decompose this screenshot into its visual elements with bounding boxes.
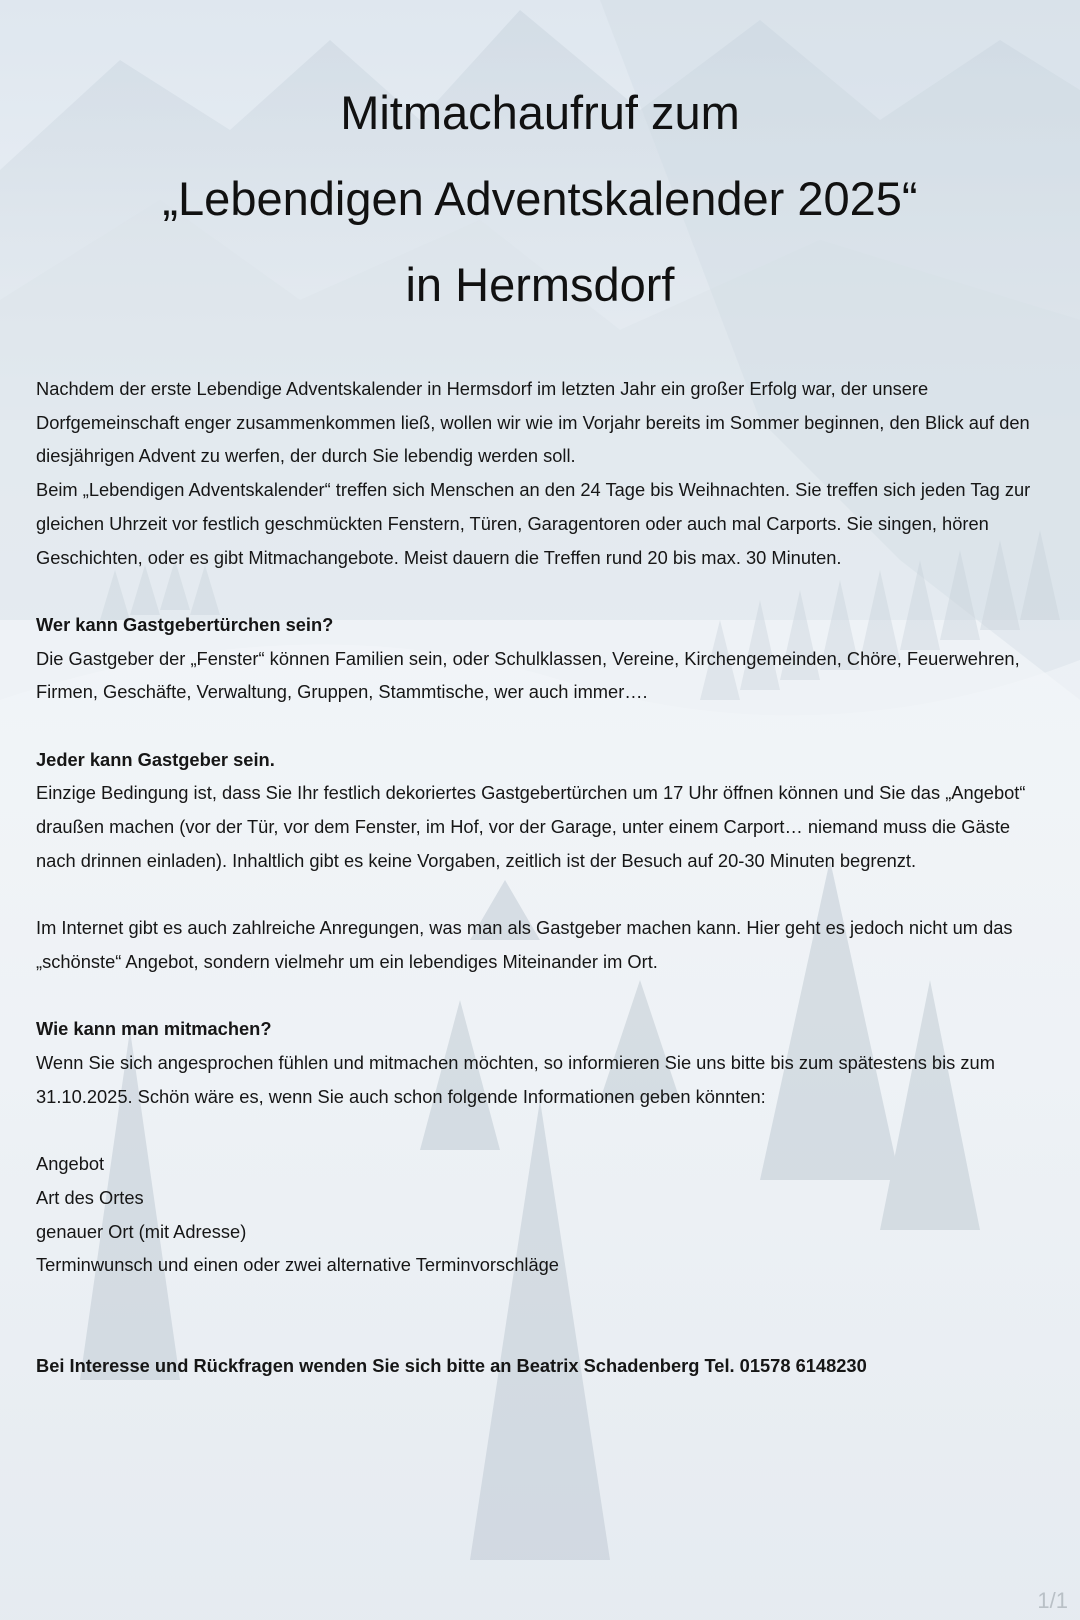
title-line-2: „Lebendigen Adventskalender 2025“: [162, 172, 918, 225]
intro-paragraph-1: Nachdem der erste Lebendige Adventskalender in Hermsdorf im letzten Jahr ein großer Erfolg war, der unsere Dorfgemeinschaft enger zusammenkommen ließ, wollen wir wie im Vorjahr bereits im Sommer beginnen, den Blick auf den diesjährigen Advent zu werfen, der durch Sie lebendig werden soll.: [36, 378, 1030, 467]
host-text: Die Gastgeber der „Fenster“ können Familien sein, oder Schulklassen, Vereine, Kirchengemeinden, Chöre, Feuerwehren, Firmen, Geschäfte, Verwaltung, Gruppen, Stammtische, wer auch immer….: [36, 647, 1020, 703]
everyone-text: Einzige Bedingung ist, dass Sie Ihr festlich dekoriertes Gastgebertürchen um 17 Uhr öffnen können und Sie das „Angebot“ draußen machen (vor der Tür, vor dem Fenster, im Hof, vor der Garage, unter einem Carport… niemand muss die Gäste nach drinnen einladen). Inhaltlich gibt es keine Vorgaben, zeitlich ist der Besuch auf 20-30 Minuten begrenzt.: [36, 782, 1026, 871]
list-item: Angebot: [36, 1153, 105, 1175]
everyone-heading: Jeder kann Gastgeber sein.: [36, 748, 275, 770]
join-heading: Wie kann man mitmachen?: [36, 1018, 272, 1040]
title-line-3: in Hermsdorf: [405, 258, 675, 311]
flyer-content: [36, 70, 1046, 1383]
list-item: Terminwunsch und einen oder zwei alternative Terminvorschläge: [36, 1254, 559, 1276]
list-item: genauer Ort (mit Adresse): [36, 1220, 247, 1242]
internet-note: Im Internet gibt es auch zahlreiche Anregungen, was man als Gastgeber machen kann. Hier geht es jedoch nicht um das „schönste“ Angebot, sondern vielmehr um ein lebendiges Miteinander im Ort.: [36, 917, 1013, 972]
contact-line: Bei Interesse und Rückfragen wenden Sie sich bitte an Beatrix Schadenberg Tel. 01578 6148230: [36, 1355, 867, 1377]
intro-paragraph-2: Beim „Lebendigen Adventskalender“ treffen sich Menschen an den 24 Tage bis Weihnachten. Sie treffen sich jeden Tag zur gleichen Uhrzeit vor festlich geschmückten Fenstern, Türen, Garagentoren oder auch mal Carports. Sie singen, hören Geschichten, oder es gibt Mitmachangebote. Meist dauern die Treffen rund 20 bis max. 30 Minuten.: [36, 479, 1031, 568]
host-heading: Wer kann Gastgebertürchen sein?: [36, 613, 334, 635]
flyer-body: [36, 372, 1046, 1383]
join-text: Wenn Sie sich angesprochen fühlen und mitmachen möchten, so informieren Sie uns bitte bis zum spätestens bis zum 31.10.2025. Schön wäre es, wenn Sie auch schon folgende Informationen geben könnten:: [36, 1052, 995, 1107]
info-list: [36, 1147, 1046, 1282]
page-indicator: 1/1: [1037, 1588, 1068, 1613]
flyer-title: [0, 70, 1080, 328]
list-item: Art des Ortes: [36, 1186, 144, 1208]
title-line-1: Mitmachaufruf zum: [340, 86, 740, 139]
